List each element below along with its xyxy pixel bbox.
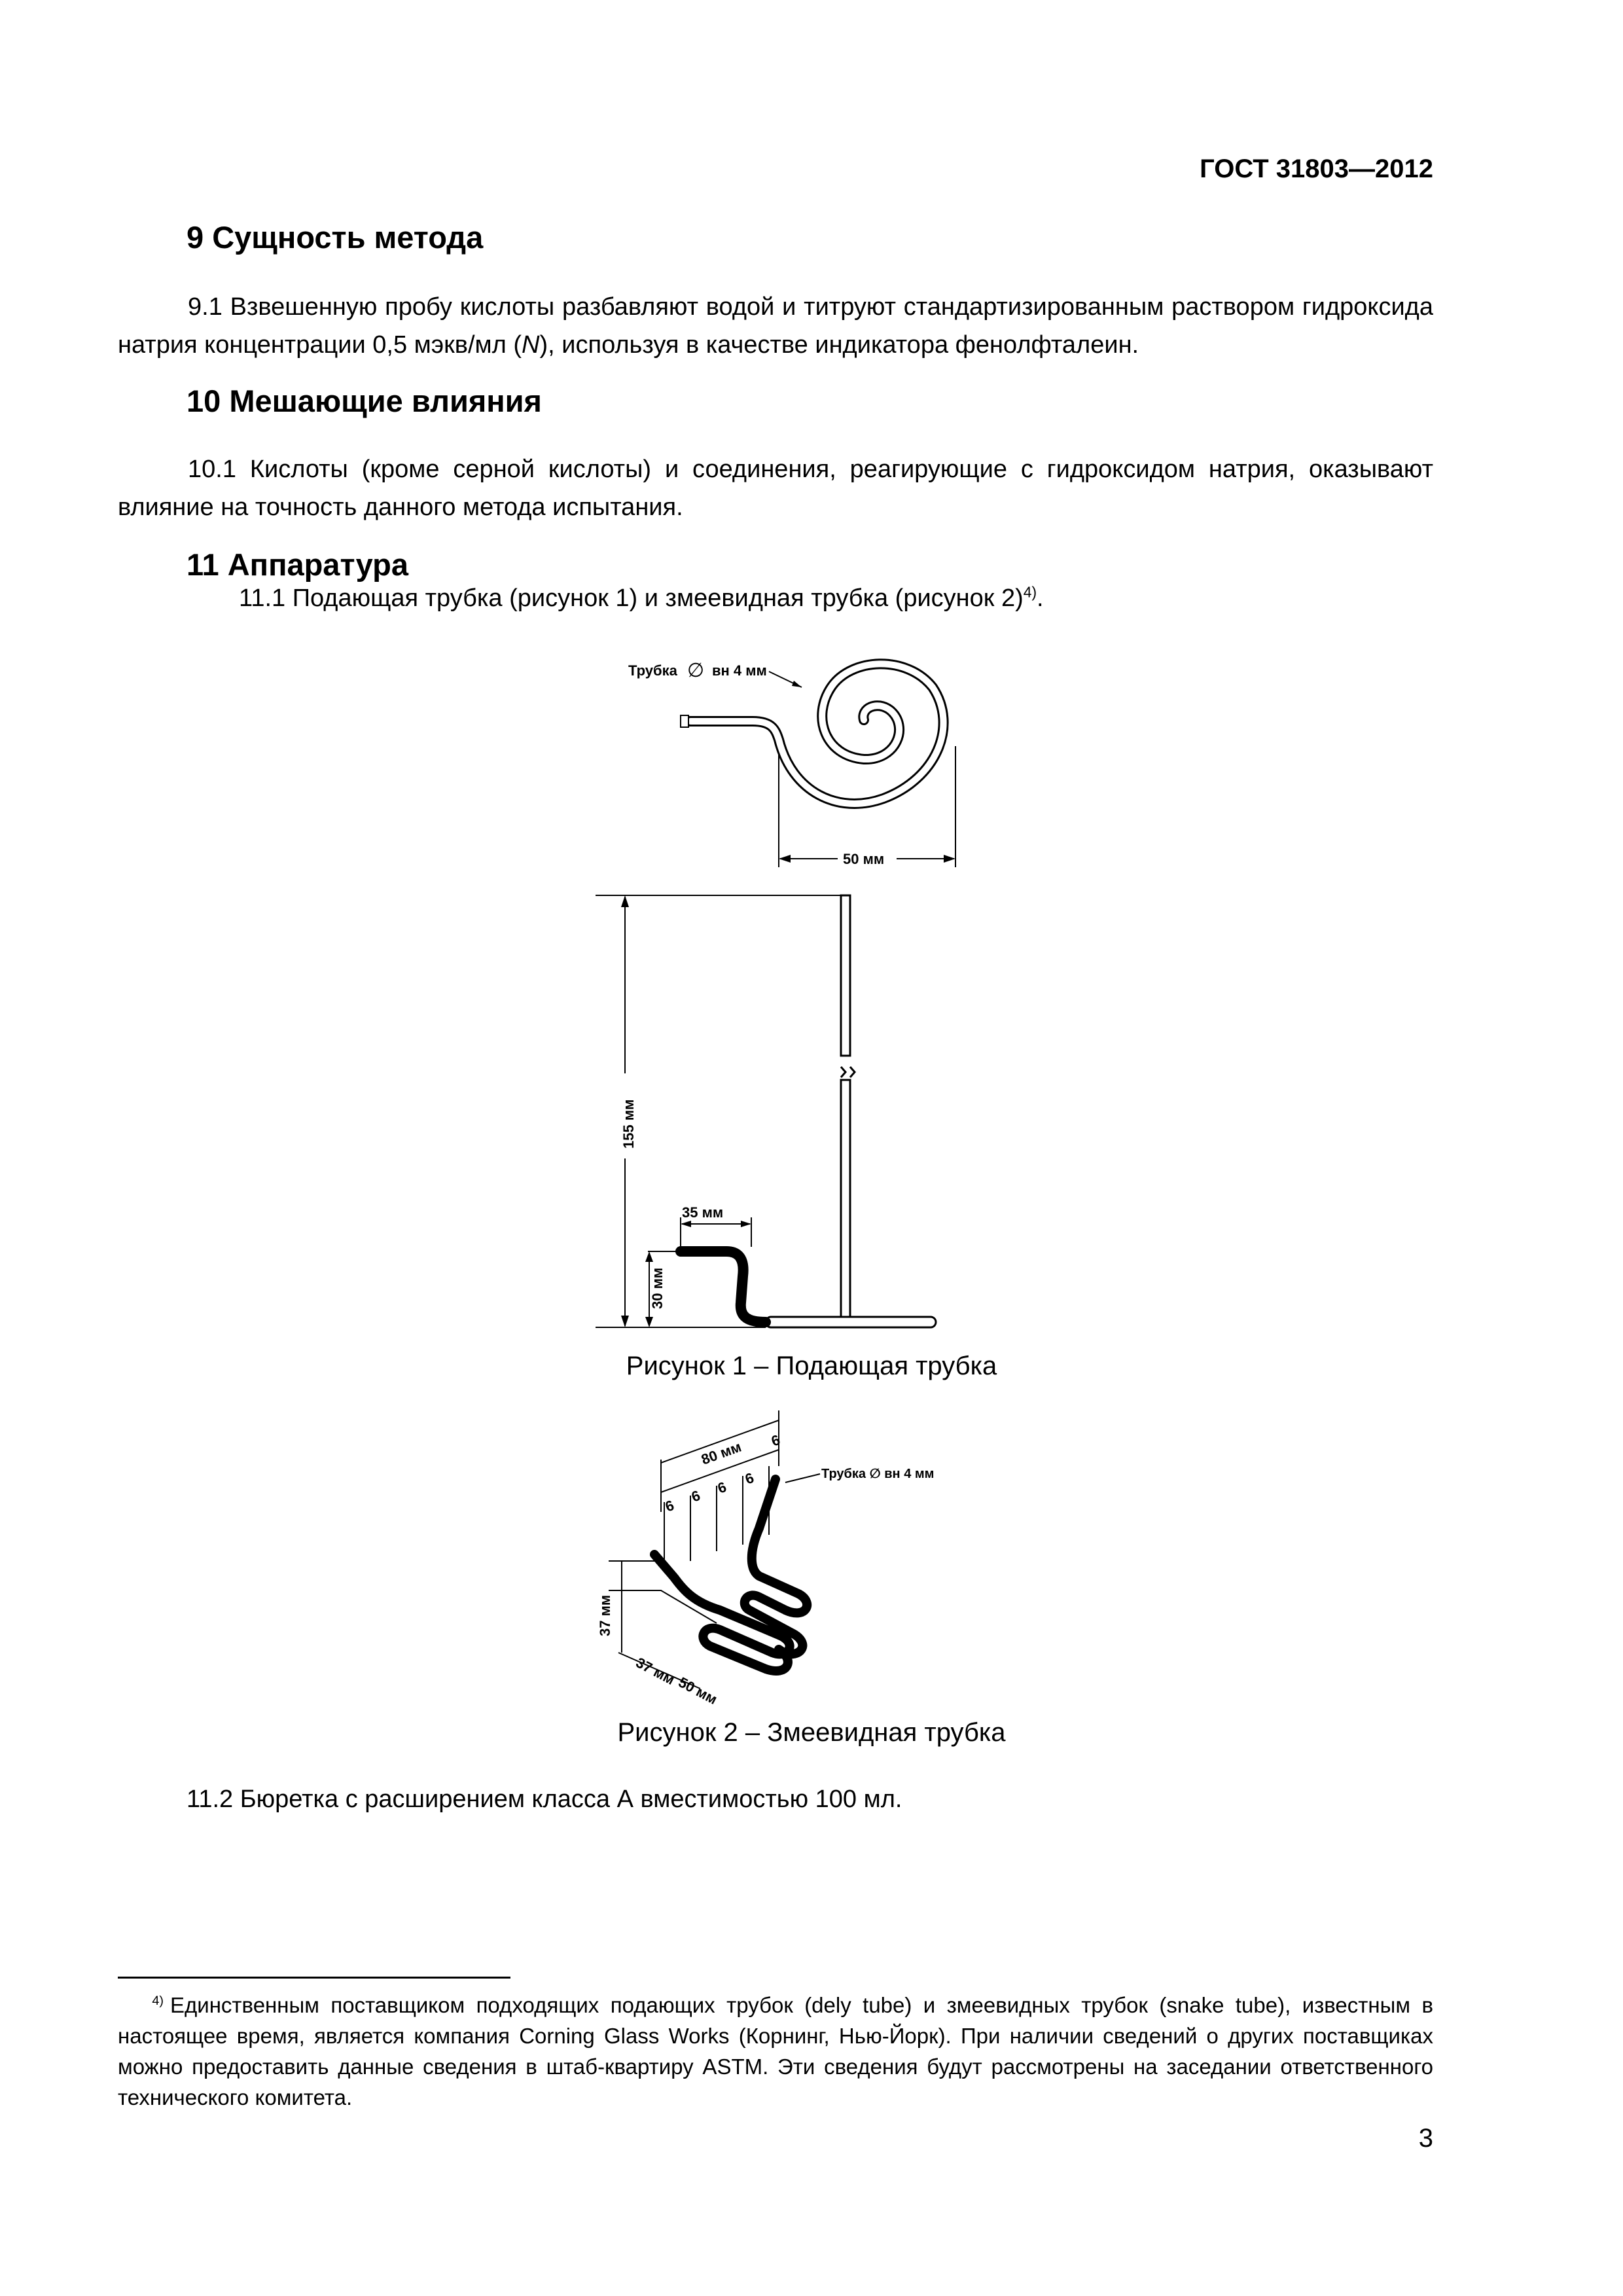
spiral-tube [687,664,944,804]
fig2-dim37-vertical: 37 мм [597,1594,613,1636]
footnote-ref: 4) [1023,583,1037,601]
fig1-tube-label: Трубка [628,662,677,679]
section-9-text: 9.1 Взвешенную пробу кислоты разбавляют водой и титруют стандартизированным раствором гидроксида натрия концентрации 0,5 мэкв/мл ( [118,293,1433,359]
section-9-italic: N [522,331,540,359]
fig1-dim30-label: 30 мм [649,1267,666,1309]
fig2-dim50-diagonal: 50 мм [675,1674,721,1708]
figure-1-caption: Рисунок 1 – Подающая трубка [626,1352,997,1380]
fig2-dim6-a: 6 [663,1497,677,1515]
section-11-heading: 11 Аппаратура [187,547,409,582]
footnote-separator [118,1977,510,1979]
section-9-paragraph [118,288,1433,364]
fig1-leader-arrow [792,681,802,687]
page-number: 3 [1418,2124,1433,2153]
footnote-mark: 4) [152,1994,164,2008]
section-9-heading: 9 Сущность метода [187,220,484,255]
figure-1-drawing [576,648,1047,1374]
footnote [118,1990,1433,2113]
standard-designation: ГОСТ 31803—2012 [1200,154,1433,183]
fig2-dim6-d: 6 [743,1469,757,1488]
fig2-dim80-label: 80 мм [699,1438,744,1468]
section-10-paragraph: 10.1 Кислоты (кроме серной кислоты) и соединения, реагирующие с гидроксидом натрия, оказывают влияние на точность данного метода испытания. [118,456,1433,521]
fig2-dim6-e: 6 [769,1431,783,1450]
fig1-dim155-label: 155 мм [620,1099,637,1149]
footnote-text: Единственным поставщиком подходящих подающих трубок (dely tube) и змеевидных трубок (snake tube), известным в настоящее время, является компания Corning Glass Works (Корнинг, Нью-Йорк). При наличии сведений о других поставщиках можно предоставить данные сведения в штаб-квартиру ASTM. Эти сведения будут рассмотрены на заседании ответственного технического комитета. [118,1993,1433,2109]
fig1-dim35-label: 35 мм [682,1204,724,1221]
fig1-tube-size: вн 4 мм [712,662,767,679]
fig2-dim6-c: 6 [715,1479,729,1497]
fig2-tube-label: Трубка ∅ вн 4 мм [821,1467,935,1481]
delivery-tube [681,895,936,1327]
figure-2-drawing [563,1394,982,1715]
figure-2-caption: Рисунок 2 – Змеевидная трубка [617,1718,1006,1747]
section-11-1-paragraph [239,579,1433,617]
section-9-text-end: ), используя в качестве индикатора фенолфталеин. [539,331,1139,359]
diameter-icon: ∅ [687,660,705,681]
fig2-dim6-b: 6 [689,1487,703,1505]
section-11-2-paragraph: 11.2 Бюретка с расширением класса А вместимостью 100 мл. [187,1785,902,1813]
section-10-heading: 10 Мешающие влияния [187,384,542,418]
fig1-dim50-label: 50 мм [843,851,885,867]
section-11-1-end: . [1037,584,1044,612]
section-11-1-text: 11.1 Подающая трубка (рисунок 1) и змеевидная трубка (рисунок 2) [239,584,1024,612]
fig2-dim37-diagonal: 37 мм [633,1654,678,1689]
